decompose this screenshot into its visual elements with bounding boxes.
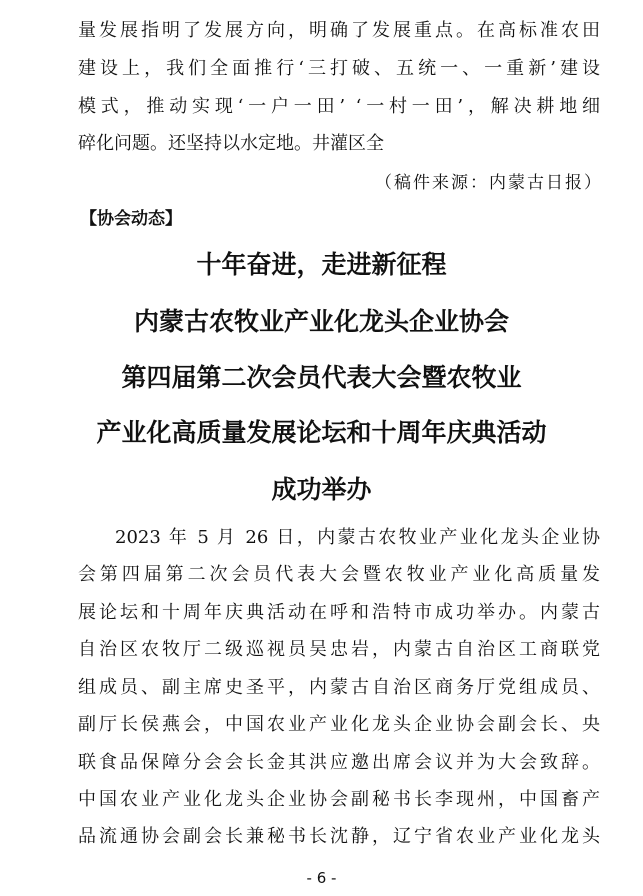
paragraph-line: 会第四届第二次会员代表大会暨农牧业产业化高质量发 bbox=[78, 564, 600, 585]
paragraph-line: 模式，推动实现‘一户一田’ ‘一村一田’，解决耕地细 bbox=[78, 96, 600, 117]
paragraph-line: 副厅长侯燕会，中国农业产业化龙头企业协会副会长、央 bbox=[78, 714, 600, 735]
paragraph-line: 2023 年 5 月 26 日，内蒙古农牧业产业化龙头企业协 bbox=[115, 527, 600, 548]
paragraph-line: 组成员、副主席史圣平，内蒙古自治区商务厅党组成员、 bbox=[78, 677, 600, 698]
paragraph-line: 碎化问题。还坚持以水定地。井灌区全 bbox=[78, 133, 384, 154]
title-line: 产业化高质量发展论坛和十周年庆典活动 bbox=[96, 418, 547, 447]
title-line: 十年奋进，走进新征程 bbox=[196, 250, 447, 279]
paragraph-line: 联食品保障分会会长金其洪应邀出席会议并为大会致辞。 bbox=[78, 752, 600, 773]
article-source: （稿件来源：内蒙古日报） bbox=[375, 173, 603, 193]
paragraph-line: 建设上，我们全面推行‘三打破、五统一、一重新’建设 bbox=[78, 58, 600, 79]
title-line: 第四届第二次会员代表大会暨农牧业 bbox=[121, 363, 522, 392]
paragraph-line: 量发展指明了发展方向，明确了发展重点。在高标准农田 bbox=[78, 20, 600, 41]
paragraph-line: 展论坛和十周年庆典活动在呼和浩特市成功举办。内蒙古 bbox=[78, 602, 600, 623]
title-line: 成功举办 bbox=[271, 475, 372, 504]
section-label: 【协会动态】 bbox=[80, 209, 182, 229]
page-number: - 6 - bbox=[306, 869, 337, 887]
paragraph-line: 自治区农牧厅二级巡视员吴忠岩，内蒙古自治区工商联党 bbox=[78, 639, 600, 660]
paragraph-line: 品流通协会副会长兼秘书长沈静，辽宁省农业产业化龙头 bbox=[78, 826, 600, 847]
paragraph-line: 中国农业产业化龙头企业协会副秘书长李现州，中国畜产 bbox=[78, 789, 600, 810]
title-line: 内蒙古农牧业产业化龙头企业协会 bbox=[133, 307, 509, 336]
